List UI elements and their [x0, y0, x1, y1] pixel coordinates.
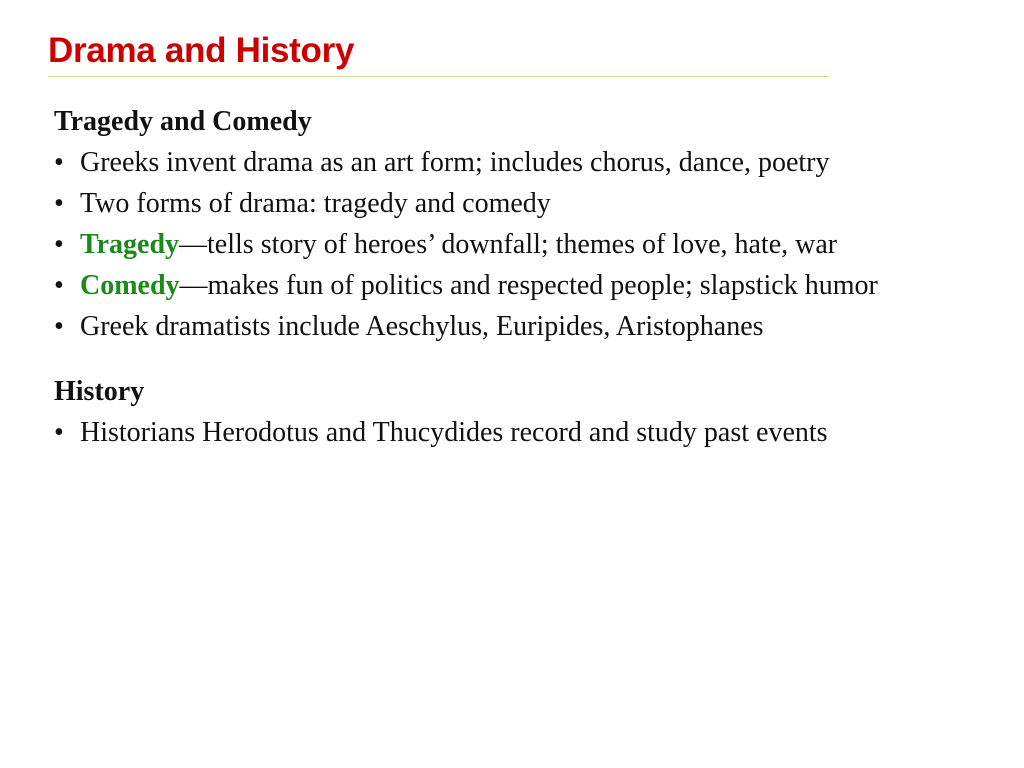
term-tragedy: Tragedy [80, 229, 180, 260]
bullet-text: Greeks invent drama as an art form; includes chorus, dance, poetry [80, 147, 830, 178]
bullet-text: Greek dramatists include Aeschylus, Euripides, Aristophanes [80, 311, 764, 342]
bullet-item [54, 224, 954, 265]
bullet-icon: • [54, 417, 64, 448]
bullet-text: Historians Herodotus and Thucydides record and study past events [80, 417, 828, 448]
section-history [54, 371, 954, 453]
bullet-icon: • [54, 147, 64, 178]
bullet-icon: • [54, 188, 64, 219]
bullet-item [54, 183, 954, 224]
bullet-item [54, 412, 850, 453]
section-heading: Tragedy and Comedy [54, 106, 312, 137]
bullet-item [54, 142, 954, 183]
bullet-text: —tells story of heroes’ downfall; themes of love, hate, war [179, 229, 838, 260]
slide-title: Drama and History [48, 31, 355, 70]
bullet-list [54, 142, 954, 347]
bullet-text: Two forms of drama: tragedy and comedy [80, 188, 551, 219]
section-tragedy-comedy [54, 101, 954, 347]
bullet-icon: • [54, 229, 64, 260]
term-comedy: Comedy [80, 270, 180, 301]
bullet-item [54, 265, 954, 306]
bullet-item [54, 306, 954, 347]
bullet-icon: • [54, 311, 64, 342]
slide-body [54, 101, 954, 453]
title-divider [48, 76, 828, 77]
bullet-icon: • [54, 270, 64, 301]
bullet-list [54, 412, 954, 453]
bullet-text: —makes fun of politics and respected people; slapstick humor [179, 270, 878, 301]
section-heading: History [54, 376, 145, 407]
